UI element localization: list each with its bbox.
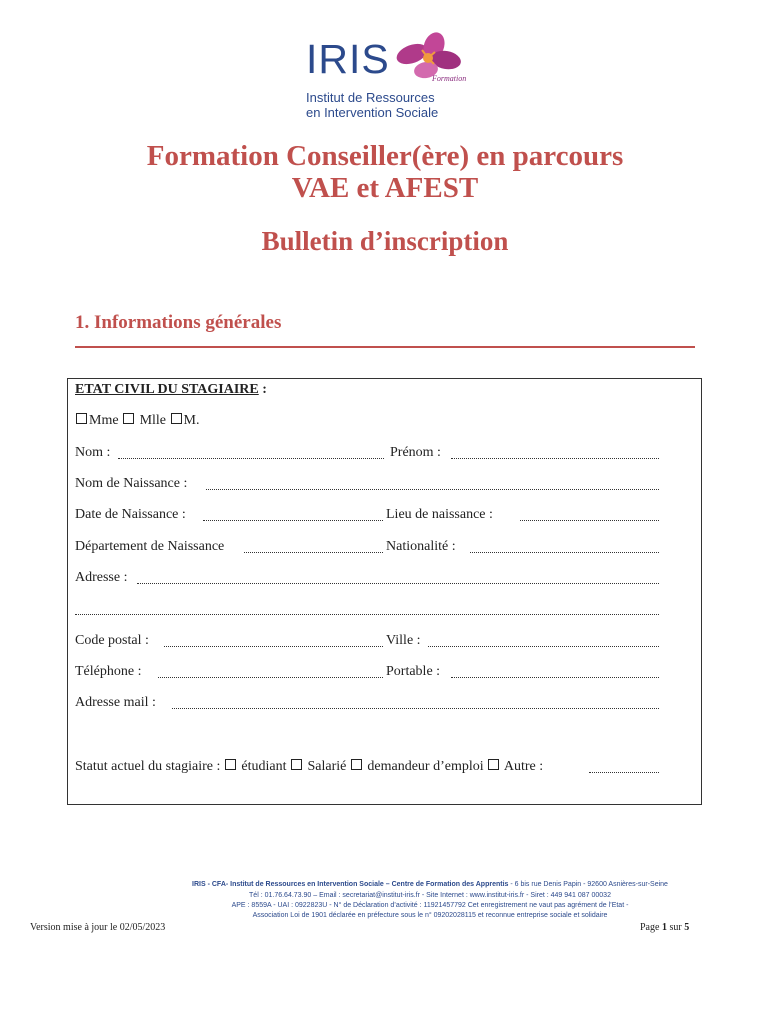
checkbox-etudiant[interactable] bbox=[225, 759, 236, 770]
mail-field[interactable] bbox=[172, 696, 659, 709]
ville-label: Ville : bbox=[386, 633, 421, 648]
portable-field[interactable] bbox=[451, 665, 659, 678]
adresse-field-line2[interactable] bbox=[75, 602, 659, 615]
logo-text: IRIS bbox=[306, 36, 390, 82]
checkbox-salarie[interactable] bbox=[291, 759, 302, 770]
lieu-naissance-field[interactable] bbox=[520, 508, 659, 521]
statut-label: Statut actuel du stagiaire : bbox=[75, 759, 221, 774]
footer-line1 bbox=[150, 881, 710, 888]
logo-subtitle bbox=[306, 90, 438, 120]
date-naissance-field[interactable] bbox=[203, 508, 383, 521]
box-title bbox=[75, 382, 267, 398]
checkbox-mlle[interactable] bbox=[123, 413, 134, 424]
statut-salarie: Salarié bbox=[307, 759, 347, 774]
adresse-label: Adresse : bbox=[75, 570, 128, 585]
iris-logo bbox=[300, 30, 480, 125]
title-line2: VAE et AFEST bbox=[291, 172, 479, 204]
telephone-field[interactable] bbox=[158, 665, 383, 678]
nationalite-field[interactable] bbox=[470, 540, 659, 553]
civility-mme: Mme bbox=[89, 413, 119, 428]
departement-field[interactable] bbox=[244, 540, 383, 553]
page-total: 5 bbox=[684, 922, 690, 933]
civility-mlle: Mlle bbox=[136, 413, 167, 428]
statut-row bbox=[75, 759, 543, 775]
civility-row bbox=[75, 413, 199, 429]
statut-autre: Autre : bbox=[503, 759, 544, 774]
footer-line2: Tél : 01.76.64.73.90 – Email : secretariat@institut-iris.fr - Site Internet : www.institut-iris.fr - Siret : 449 941 087 00032 bbox=[249, 892, 611, 899]
box-title-text: ETAT CIVIL DU STAGIAIRE bbox=[75, 382, 259, 397]
checkbox-m[interactable] bbox=[171, 413, 182, 424]
footer-line3: APE : 8559A - UAI : 0922823U - N° de Déclaration d’activité : 11921457792 Cet enregistrement ne vaut pas agrément de l’Etat - bbox=[231, 902, 629, 909]
code-postal-field[interactable] bbox=[164, 634, 383, 647]
checkbox-autre[interactable] bbox=[488, 759, 499, 770]
nom-field[interactable] bbox=[118, 446, 384, 459]
telephone-label: Téléphone : bbox=[75, 664, 142, 679]
footer-line1-bold: IRIS - CFA- Institut de Ressources en Intervention Sociale – Centre de Formation des Apprentis bbox=[192, 881, 509, 888]
checkbox-demandeur[interactable] bbox=[351, 759, 362, 770]
form-subtitle: Bulletin d’inscription bbox=[261, 226, 509, 256]
nationalite-label: Nationalité : bbox=[386, 539, 456, 554]
adresse-field[interactable] bbox=[137, 571, 659, 584]
logo-subtitle-line1: Institut de Ressources bbox=[306, 90, 435, 105]
page-current: 1 bbox=[661, 922, 667, 933]
statut-demandeur: demandeur d’emploi bbox=[367, 759, 484, 774]
page-number bbox=[640, 922, 689, 933]
nom-naissance-label: Nom de Naissance : bbox=[75, 476, 188, 491]
nom-naissance-field[interactable] bbox=[206, 477, 659, 490]
autre-field[interactable] bbox=[589, 760, 659, 773]
mail-label: Adresse mail : bbox=[75, 695, 156, 710]
nom-label: Nom : bbox=[75, 445, 111, 460]
code-postal-label: Code postal : bbox=[75, 633, 149, 648]
departement-label: Département de Naissance bbox=[75, 539, 225, 554]
statut-etudiant: étudiant bbox=[241, 759, 287, 774]
title-line1: Formation Conseiller(ère) en parcours bbox=[146, 140, 624, 172]
ville-field[interactable] bbox=[428, 634, 659, 647]
section-divider bbox=[75, 346, 695, 348]
prenom-field[interactable] bbox=[451, 446, 659, 459]
footer-line1-rest: - 6 bis rue Denis Papin - 92600 Asnières-sur-Seine bbox=[508, 881, 668, 888]
checkbox-mme[interactable] bbox=[76, 413, 87, 424]
footer-line4: Association Loi de 1901 déclarée en préfecture sous le n° 09202028115 et reconnue entreprise sociale et solidaire bbox=[252, 912, 608, 919]
version-date: Version mise à jour le 02/05/2023 bbox=[30, 922, 166, 933]
page-mid: sur bbox=[666, 922, 685, 933]
lieu-naissance-label: Lieu de naissance : bbox=[386, 507, 493, 522]
civility-m: M. bbox=[183, 413, 200, 428]
logo-formation: Formation bbox=[432, 74, 467, 83]
logo-subtitle-line2: en Intervention Sociale bbox=[306, 105, 439, 120]
portable-label: Portable : bbox=[386, 664, 441, 679]
date-naissance-label: Date de Naissance : bbox=[75, 507, 186, 522]
civil-status-box bbox=[67, 378, 702, 805]
section-heading: 1. Informations générales bbox=[75, 312, 282, 333]
prenom-label: Prénom : bbox=[390, 445, 441, 460]
page-prefix: Page bbox=[640, 922, 662, 933]
box-title-suffix: : bbox=[258, 382, 267, 397]
